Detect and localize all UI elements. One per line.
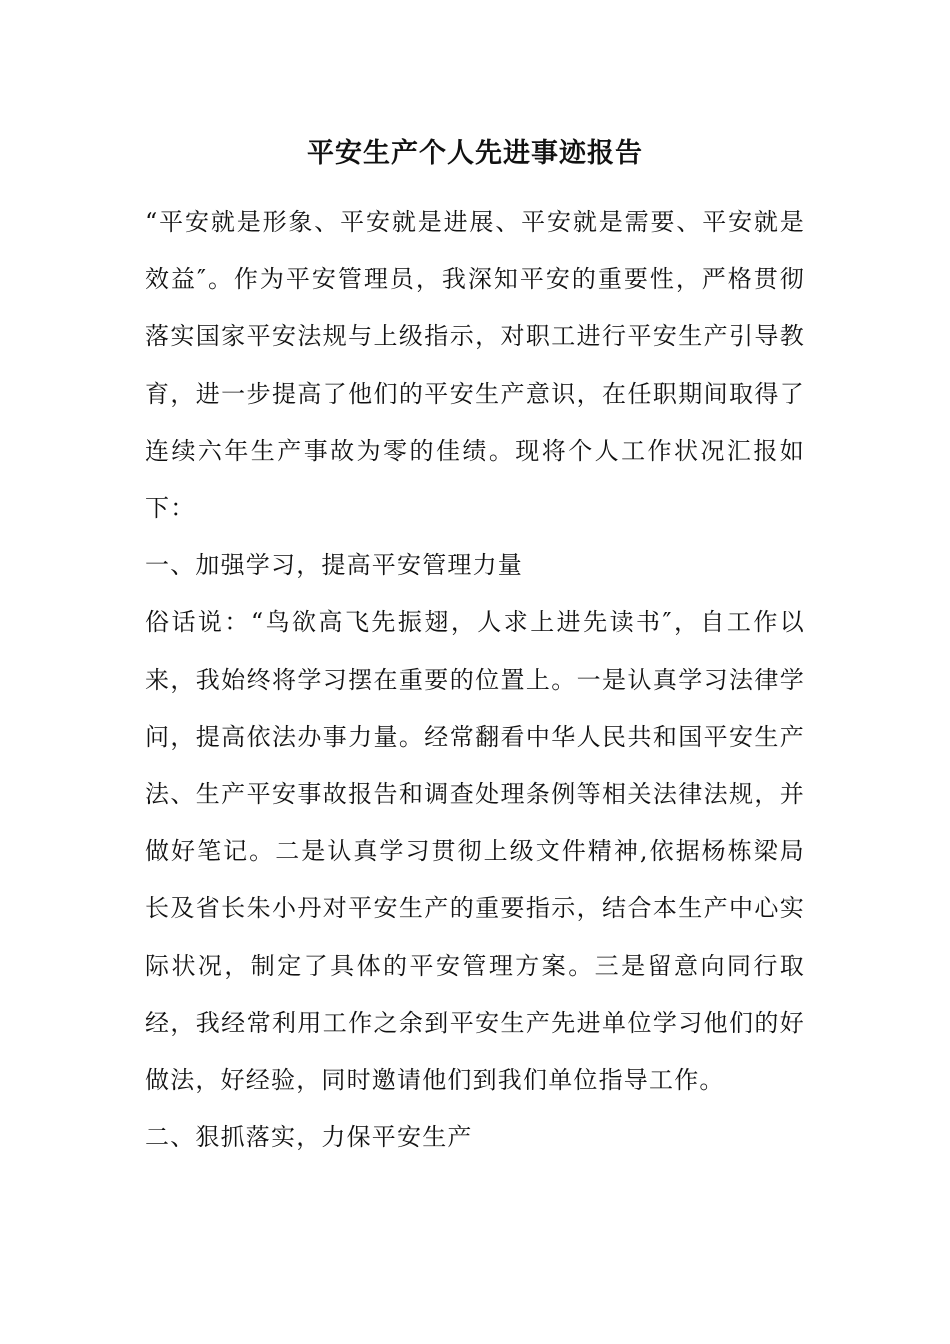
document-title: 平安生产个人先进事迹报告 [307, 138, 643, 169]
section-1-body: 俗话说：“鸟欲高飞先振翅，人求上进先读书″，自工作以来，我始终将学习摆在重要的位置上。一是认真学习法律学问，提高依法办事力量。经常翻看中华人民共和国平安生产法、生产平安事故报告和调查处理条例等相关法律法规，并做好笔记。二是认真学习贯彻上级文件精神,依据杨栋梁局长及省长朱小丹对平安生产的重要指示，结合本生产中心实际状况，制定了具体的平安管理方案。三是留意向同行取经，我经常利用工作之余到平安生产先进单位学习他们的好做法，好经验，同时邀请他们到我们单位指导工作。 [145, 608, 805, 1095]
document-page [145, 128, 805, 1166]
section-1-heading: 一、加强学习，提高平安管理力量 [145, 551, 523, 580]
section-2-heading: 二、狠抓落实，力保平安生产 [145, 1123, 473, 1152]
intro-paragraph: “平安就是形象、平安就是进展、平安就是需要、平安就是效益″。作为平安管理员，我深知平安的重要性，严格贯彻落实国家平安法规与上级指示，对职工进行平安生产引导教育，进一步提高了他们的平安生产意识，在任职期间取得了连续六年生产事故为零的佳绩。现将个人工作状况汇报如下： [145, 208, 805, 523]
